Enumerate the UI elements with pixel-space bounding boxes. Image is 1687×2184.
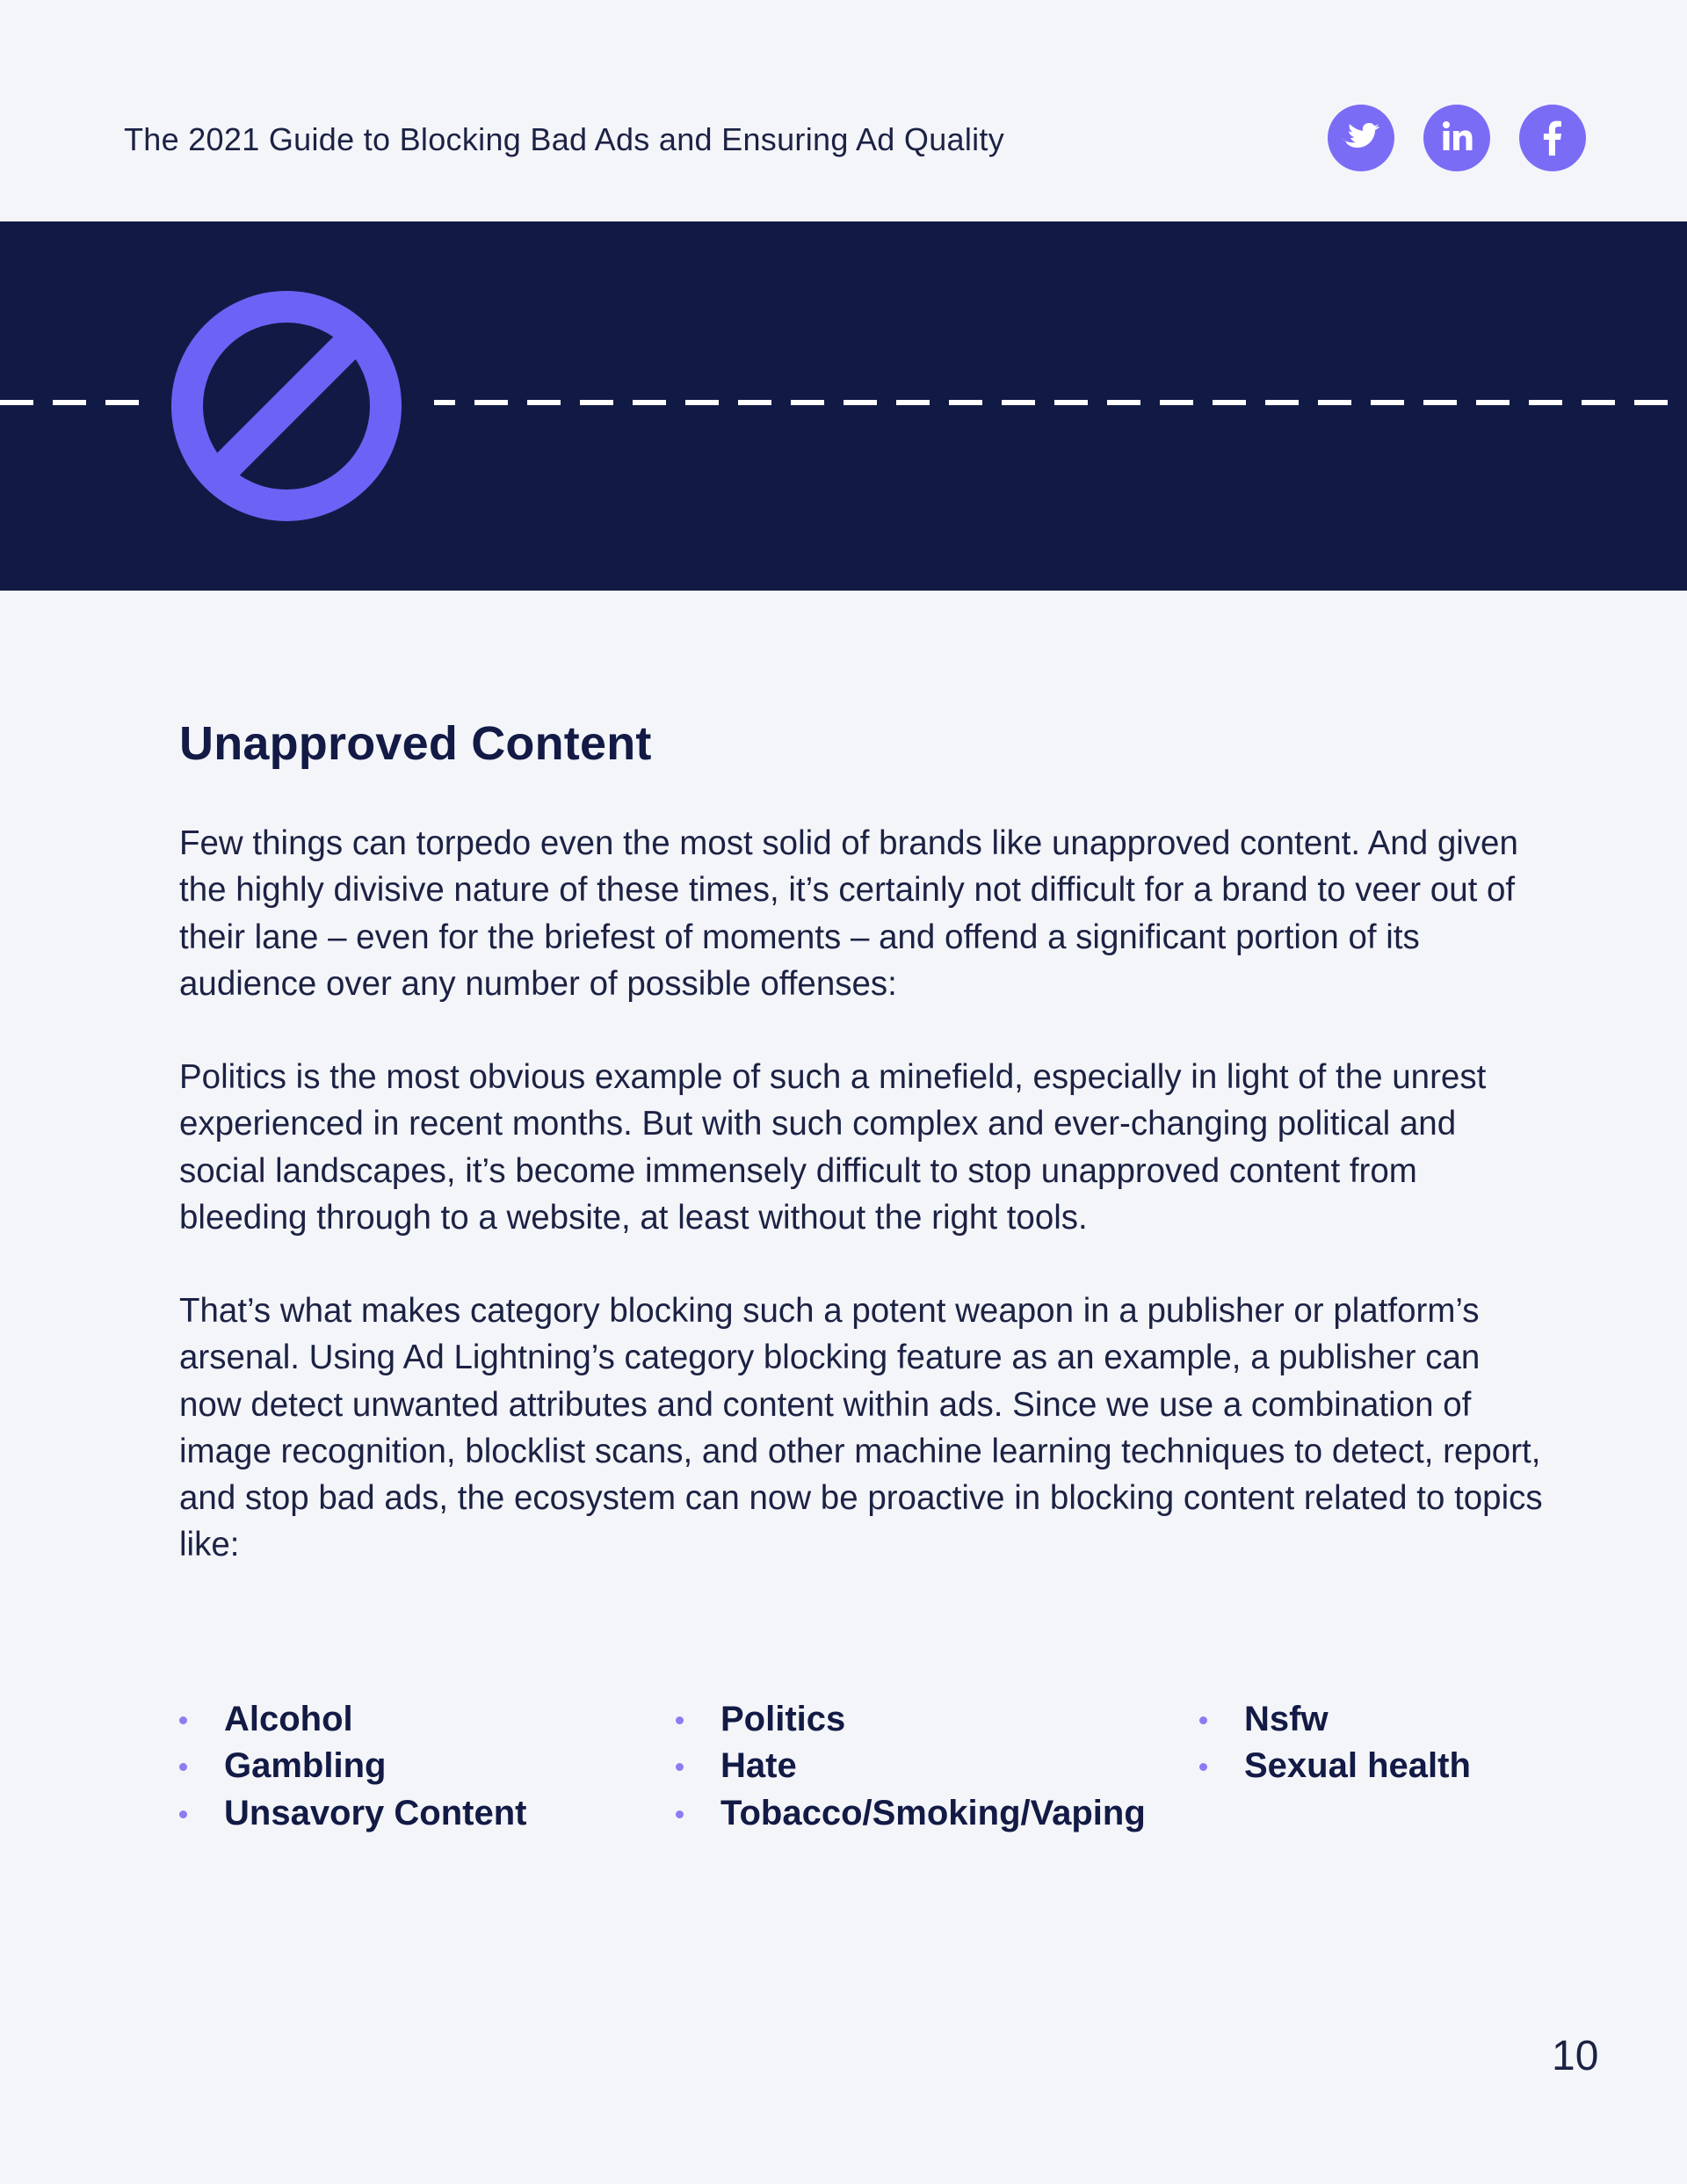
document-title: The 2021 Guide to Blocking Bad Ads and Ensuring Ad Quality — [124, 121, 1005, 157]
paragraph-intro: Few things can torpedo even the most solid of brands like unapproved content. And given the highly divisive nature of these times, it’s certainly not difficult for a brand to veer out of their lane – even for the briefest of moments – and offend a significant portion of its audience over any number of possible offenses: — [179, 824, 1518, 1003]
topic-list-column-1 — [179, 1696, 527, 1837]
bullet-icon — [179, 1810, 187, 1818]
list-item: Nsfw — [1199, 1696, 1471, 1743]
twitter-share-link[interactable] — [1328, 105, 1394, 171]
list-item: Hate — [676, 1743, 1146, 1789]
bullet-icon — [179, 1763, 187, 1771]
twitter-icon — [1328, 105, 1394, 171]
facebook-share-link[interactable] — [1519, 105, 1586, 171]
facebook-icon — [1519, 105, 1586, 171]
list-item: Tobacco/Smoking/Vaping — [676, 1790, 1146, 1837]
list-item: Politics — [676, 1696, 1146, 1743]
section-banner — [0, 221, 1687, 591]
page-number: 10 — [1552, 2033, 1599, 2079]
linkedin-icon — [1423, 105, 1490, 171]
bullet-icon — [1199, 1763, 1207, 1771]
topic-list-column-3 — [1199, 1696, 1471, 1790]
bullet-icon — [179, 1716, 187, 1724]
list-item: Sexual health — [1199, 1743, 1471, 1789]
bullet-icon — [676, 1810, 684, 1818]
bullet-icon — [1199, 1716, 1207, 1724]
list-item: Gambling — [179, 1743, 527, 1789]
bullet-icon — [676, 1763, 684, 1771]
list-item: Alcohol — [179, 1696, 527, 1743]
list-item: Unsavory Content — [179, 1790, 527, 1837]
linkedin-share-link[interactable] — [1423, 105, 1490, 171]
bullet-icon — [676, 1716, 684, 1724]
section-heading: Unapproved Content — [179, 717, 652, 770]
paragraph-category-blocking: That’s what makes category blocking such a potent weapon in a publisher or platform’s arsenal. Using Ad Lightning’s category blocking feature as an example, a publisher can now detect unwanted attributes and content within ads. Since we use a combination of image recognition, blocklist scans, and other machine learning techniques to detect, report, and stop bad ads, the ecosystem can now be proactive in blocking content related to topics like: — [179, 1292, 1543, 1564]
paragraph-politics: Politics is the most obvious example of such a minefield, especially in light of the unrest experienced in recent months. But with such complex and ever-changing political and social landscapes, it’s become immensely difficult to stop unapproved content from bleeding through to a website, at least without the right tools. — [179, 1058, 1487, 1237]
topic-list-column-2 — [676, 1696, 1146, 1837]
